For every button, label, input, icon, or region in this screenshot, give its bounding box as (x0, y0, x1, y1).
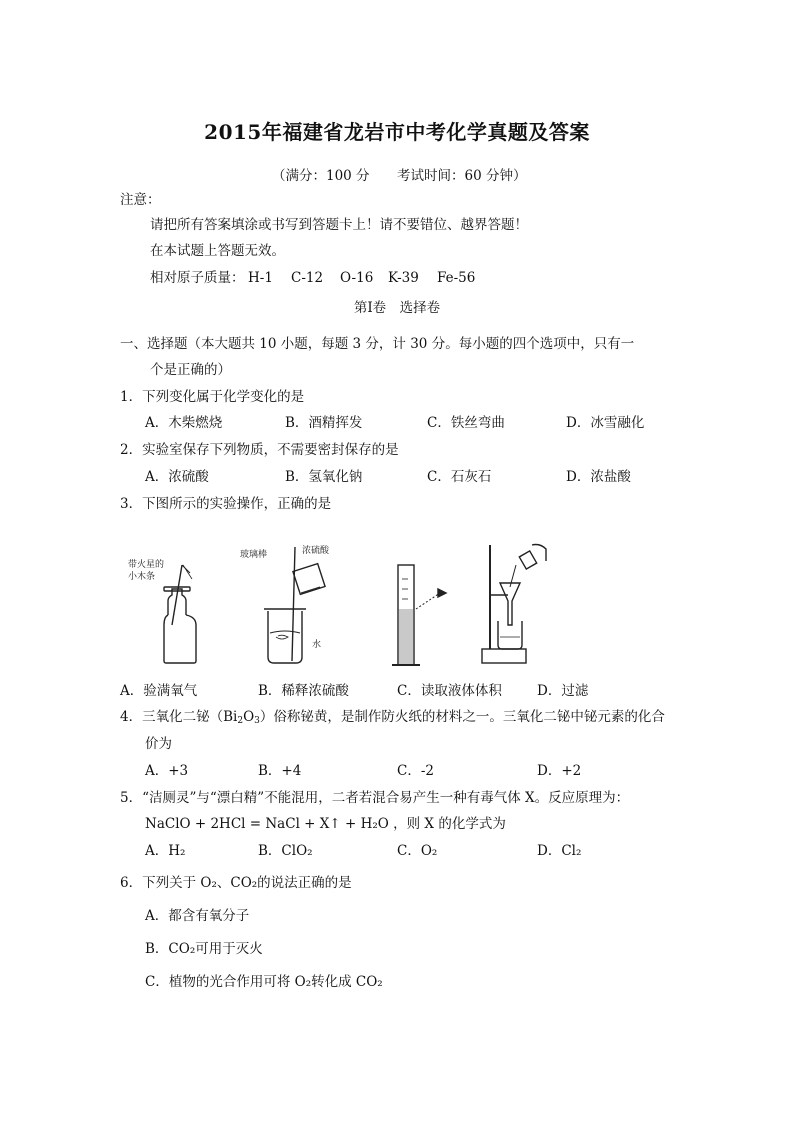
q2-option-b: B．氢氧化钠 (285, 469, 363, 485)
atomic-mass-c: C-12 (291, 270, 324, 286)
q6-stem: 6．下列关于 O₂、CO₂的说法正确的是 (120, 875, 352, 891)
q2-option-a: A．浓硫酸 (145, 469, 209, 485)
q5-stem: 5．“洁厕灵”与“漂白精”不能混用，二者若混合易产生一种有毒气体 X。反应原理为： (120, 790, 630, 806)
q1-option-b: B．酒精挥发 (285, 415, 363, 431)
atomic-mass-fe: Fe-56 (437, 270, 476, 286)
q6-option-a: A．都含有氧分子 (145, 908, 250, 924)
q3-stem: 3．下图所示的实验操作，正确的是 (120, 496, 332, 512)
volume-title: 第Ⅰ卷 选择卷 (353, 300, 441, 316)
exam-time: 考试时间：60 分钟） (397, 168, 527, 184)
q3-option-a: A．验满氧气 (120, 683, 198, 699)
figure-d-filtration (482, 545, 546, 664)
atomic-mass-h: H-1 (248, 270, 273, 286)
q1-stem: 1．下列变化属于化学变化的是 (120, 389, 305, 405)
atomic-mass-o: O-16 (340, 270, 374, 286)
atomic-mass-k: K-39 (388, 270, 419, 286)
notice-line-1: 请把所有答案填涂或书写到答题卡上！请不要错位、越界答题！ (150, 217, 528, 233)
q4-option-a: A．+3 (145, 763, 189, 779)
figure-a-oxygen-test (164, 565, 196, 663)
atomic-mass-label: 相对原子质量： (150, 270, 245, 286)
page-title: 2015年福建省龙岩市中考化学真题及答案 (204, 120, 590, 144)
q4-stem-line-2: 价为 (145, 736, 172, 752)
figure-b-label-rod: 玻璃棒 (240, 550, 268, 560)
notice-heading: 注意： (120, 192, 161, 208)
figure-b-label-water: 水 (312, 640, 322, 650)
q2-stem: 2．实验室保存下列物质，不需要密封保存的是 (120, 442, 399, 458)
q5-option-b: B．ClO₂ (258, 843, 313, 859)
notice-line-2: 在本试题上答题无效。 (150, 243, 285, 259)
q2-option-d: D．浓盐酸 (566, 469, 631, 485)
q4-option-d: D．+2 (537, 763, 582, 779)
q5-option-a: A．H₂ (145, 843, 186, 859)
q3-option-d: D．过滤 (537, 683, 589, 699)
q3-figures (120, 535, 550, 675)
figure-c-cylinder (392, 565, 446, 665)
figure-a-label-2: 小木条 (128, 572, 156, 582)
full-score: （满分：100 分 (272, 168, 370, 184)
q3-option-b: B．稀释浓硫酸 (258, 683, 349, 699)
figure-b-label-acid: 浓硫酸 (302, 546, 330, 556)
q4-option-b: B．+4 (258, 763, 302, 779)
q2-option-c: C．石灰石 (427, 469, 492, 485)
q1-option-a: A．木柴燃烧 (145, 415, 223, 431)
section-instruction-line-1: 一、选择题（本大题共 10 小题，每题 3 分，计 30 分。每小题的四个选项中，只有一 (120, 336, 635, 352)
section-instruction-line-2: 个是正确的） (150, 362, 231, 378)
q5-option-c: C．O₂ (397, 843, 438, 859)
q3-option-c: C．读取液体体积 (397, 683, 502, 699)
q1-option-c: C．铁丝弯曲 (427, 415, 505, 431)
q4-option-c: C．-2 (397, 763, 434, 779)
q4-stem: 4．三氧化二铋$(Bi_2O_3)$俗称铋黄，是制作防火纸的材料之一。三氧化二铋中铋元素的化合 (120, 709, 665, 726)
q5-equation: NaClO + 2HCl = NaCl + X↑ + H₂O ，则 X 的化学式为 (145, 816, 506, 832)
q5-option-d: D．Cl₂ (537, 843, 582, 859)
figure-a-label-1: 带火星的 (128, 560, 165, 570)
q1-option-d: D．冰雪融化 (566, 415, 645, 431)
q6-option-b: B．CO₂可用于灭火 (145, 941, 263, 957)
q6-option-c: C．植物的光合作用可将 O₂转化成 CO₂ (145, 974, 383, 990)
